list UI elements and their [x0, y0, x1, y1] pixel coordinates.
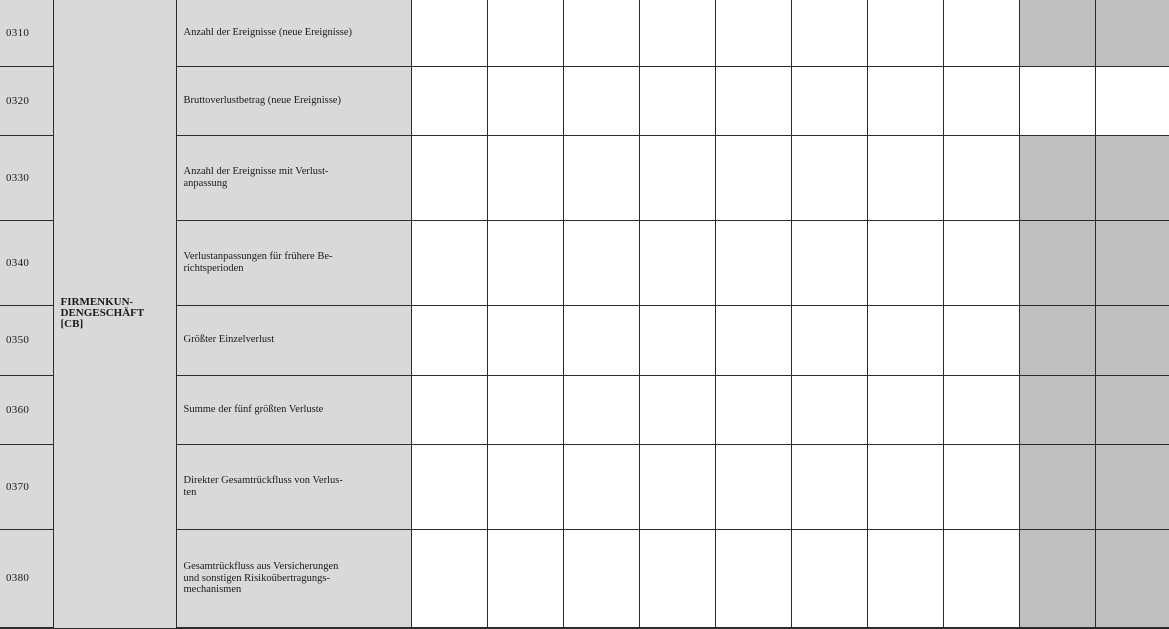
value-input-cell[interactable]	[487, 444, 563, 529]
row-description-line: anpassung	[183, 177, 228, 189]
row-code: 0360	[0, 375, 53, 444]
value-input-cell[interactable]	[867, 0, 943, 66]
row-description-line: Summe der fünf größten Verluste	[183, 403, 324, 415]
value-input-cell[interactable]	[943, 66, 1019, 135]
row-code: 0310	[0, 0, 53, 66]
value-input-cell[interactable]	[867, 529, 943, 628]
value-input-cell[interactable]	[563, 0, 639, 66]
value-input-cell[interactable]	[639, 305, 715, 375]
value-input-cell[interactable]	[487, 135, 563, 220]
value-input-cell[interactable]	[411, 0, 487, 66]
row-description	[176, 0, 411, 66]
value-input-cell[interactable]	[487, 375, 563, 444]
business-line-label-line: DENGESCHÄFT	[60, 307, 145, 320]
row-code: 0380	[0, 529, 53, 628]
not-applicable-cell	[1019, 135, 1095, 220]
table-row	[0, 375, 1169, 444]
value-input-cell[interactable]	[867, 305, 943, 375]
row-description-line: Anzahl der Ereignisse mit Verlust-	[183, 166, 329, 177]
row-description-line: richtsperioden	[183, 262, 244, 274]
value-input-cell[interactable]	[411, 220, 487, 305]
row-description	[176, 529, 411, 628]
value-input-cell[interactable]	[791, 444, 867, 529]
value-input-cell[interactable]	[943, 529, 1019, 628]
business-line-label-line: [CB]	[60, 318, 84, 331]
table-row	[0, 66, 1169, 135]
value-input-cell[interactable]	[715, 220, 791, 305]
value-input-cell[interactable]	[639, 66, 715, 135]
value-input-cell[interactable]	[487, 220, 563, 305]
row-description-line: Größter Einzelverlust	[183, 334, 275, 346]
not-applicable-cell	[1095, 220, 1169, 305]
row-code: 0340	[0, 220, 53, 305]
value-input-cell[interactable]	[791, 375, 867, 444]
business-line-label-line: FIRMENKUN-	[60, 296, 134, 309]
value-input-cell[interactable]	[867, 375, 943, 444]
value-input-cell[interactable]	[411, 444, 487, 529]
value-input-cell[interactable]	[411, 135, 487, 220]
value-input-cell[interactable]	[563, 375, 639, 444]
value-input-cell[interactable]	[563, 66, 639, 135]
row-description-line: Bruttoverlustbetrag (neue Ereignisse)	[183, 94, 341, 106]
value-input-cell[interactable]	[1019, 66, 1095, 135]
not-applicable-cell	[1095, 135, 1169, 220]
value-input-cell[interactable]	[639, 220, 715, 305]
value-input-cell[interactable]	[791, 305, 867, 375]
not-applicable-cell	[1095, 305, 1169, 375]
row-description	[176, 66, 411, 135]
value-input-cell[interactable]	[791, 66, 867, 135]
value-input-cell[interactable]	[791, 220, 867, 305]
value-input-cell[interactable]	[791, 0, 867, 66]
value-input-cell[interactable]	[867, 135, 943, 220]
value-input-cell[interactable]	[411, 66, 487, 135]
value-input-cell[interactable]	[411, 305, 487, 375]
value-input-cell[interactable]	[867, 220, 943, 305]
table-row	[0, 444, 1169, 529]
not-applicable-cell	[1019, 444, 1095, 529]
value-input-cell[interactable]	[715, 375, 791, 444]
row-description-line: Anzahl der Ereignisse (neue Ereignisse)	[183, 27, 353, 38]
value-input-cell[interactable]	[715, 444, 791, 529]
value-input-cell[interactable]	[487, 305, 563, 375]
row-code: 0330	[0, 135, 53, 220]
row-description-line: Gesamtrückfluss aus Versicherungen	[183, 561, 339, 572]
value-input-cell[interactable]	[411, 375, 487, 444]
value-input-cell[interactable]	[563, 220, 639, 305]
value-input-cell[interactable]	[715, 529, 791, 628]
value-input-cell[interactable]	[411, 529, 487, 628]
not-applicable-cell	[1019, 220, 1095, 305]
value-input-cell[interactable]	[639, 0, 715, 66]
value-input-cell[interactable]	[715, 305, 791, 375]
table-row	[0, 529, 1169, 628]
value-input-cell[interactable]	[563, 135, 639, 220]
row-description-line: und sonstigen Risikoübertragungs-	[183, 572, 330, 584]
table-row	[0, 220, 1169, 305]
value-input-cell[interactable]	[715, 135, 791, 220]
value-input-cell[interactable]	[715, 66, 791, 135]
business-line-label	[53, 0, 176, 628]
table-row	[0, 135, 1169, 220]
not-applicable-cell	[1095, 529, 1169, 628]
value-input-cell[interactable]	[639, 529, 715, 628]
value-input-cell[interactable]	[943, 375, 1019, 444]
value-input-cell[interactable]	[943, 0, 1019, 66]
row-code: 0350	[0, 305, 53, 375]
value-input-cell[interactable]	[487, 0, 563, 66]
value-input-cell[interactable]	[943, 305, 1019, 375]
value-input-cell[interactable]	[487, 529, 563, 628]
value-input-cell[interactable]	[943, 444, 1019, 529]
value-input-cell[interactable]	[867, 66, 943, 135]
row-description-line: Verlustanpassungen für frühere Be-	[183, 251, 333, 262]
value-input-cell[interactable]	[943, 220, 1019, 305]
not-applicable-cell	[1019, 305, 1095, 375]
row-description	[176, 305, 411, 375]
value-input-cell[interactable]	[715, 0, 791, 66]
value-input-cell[interactable]	[563, 444, 639, 529]
value-input-cell[interactable]	[639, 375, 715, 444]
table-row	[0, 305, 1169, 375]
row-code: 0370	[0, 444, 53, 529]
value-input-cell[interactable]	[639, 444, 715, 529]
value-input-cell[interactable]	[487, 66, 563, 135]
value-input-cell[interactable]	[791, 529, 867, 628]
value-input-cell[interactable]	[563, 305, 639, 375]
value-input-cell[interactable]	[639, 135, 715, 220]
value-input-cell[interactable]	[791, 135, 867, 220]
not-applicable-cell	[1019, 375, 1095, 444]
row-code: 0320	[0, 66, 53, 135]
row-description	[176, 135, 411, 220]
row-description	[176, 375, 411, 444]
row-description-line: ten	[183, 486, 197, 498]
value-input-cell[interactable]	[943, 135, 1019, 220]
row-description-line: Direkter Gesamtrückfluss von Verlus-	[183, 475, 343, 486]
table-row	[0, 0, 1169, 66]
row-description	[176, 220, 411, 305]
value-input-cell[interactable]	[563, 529, 639, 628]
value-input-cell[interactable]	[867, 444, 943, 529]
not-applicable-cell	[1019, 529, 1095, 628]
not-applicable-cell	[1095, 0, 1169, 66]
row-description	[176, 444, 411, 529]
not-applicable-cell	[1095, 375, 1169, 444]
not-applicable-cell	[1095, 444, 1169, 529]
not-applicable-cell	[1019, 0, 1095, 66]
value-input-cell[interactable]	[1095, 66, 1169, 135]
row-description-line: mechanismen	[183, 584, 242, 595]
